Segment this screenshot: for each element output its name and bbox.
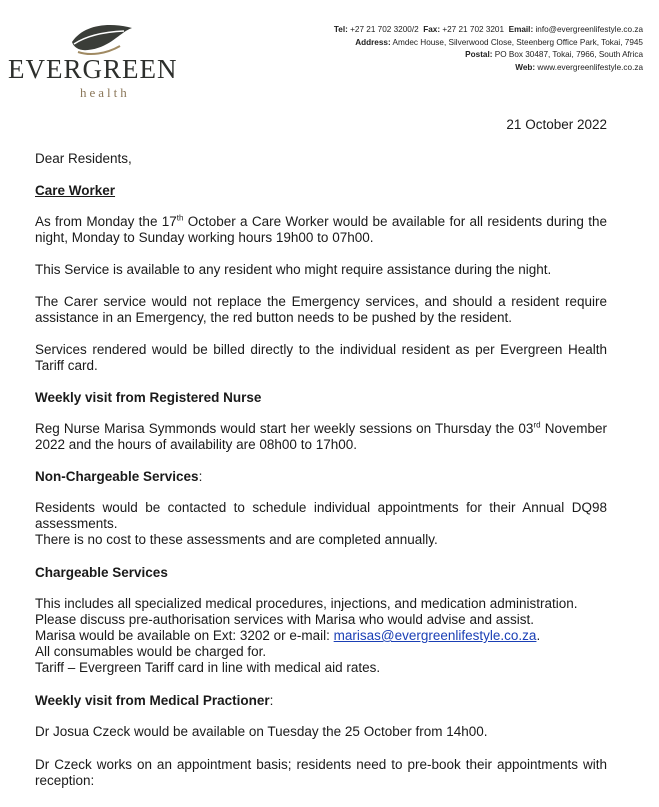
contact-line-postal: Postal: PO Box 30487, Tokai, 7966, South Africa	[465, 50, 643, 59]
care-worker-paragraph-1: As from Monday the 17th October a Care Worker would be available for all residents during the night, Monday to Sunday working hours 19h00 to 07h00.	[35, 213, 607, 245]
postal-text: PO Box 30487, Tokai, 7966, South Africa	[494, 50, 643, 59]
marisa-email-link[interactable]: marisas@evergreenlifestyle.co.za	[333, 628, 537, 643]
nurse-heading: Weekly visit from Registered Nurse	[35, 390, 262, 405]
chargeable-line-1: This includes all specialized medical procedures, injections, and medication administration.	[35, 596, 578, 611]
practitioner-heading: Weekly visit from Medical Practioner:	[35, 693, 274, 708]
contact-line-address: Address: Amdec House, Silverwood Close, Steenberg Office Park, Tokai, 7945	[355, 37, 643, 47]
contact-email: info@evergreenlifestyle.co.za	[535, 25, 643, 34]
evergreen-logo	[8, 18, 178, 100]
practitioner-paragraph-2: Dr Czeck works on an appointment basis; residents need to pre-book their appointments with reception:	[35, 757, 607, 788]
fax-number: +27 21 702 3201	[442, 25, 505, 34]
care-worker-paragraph-2: This Service is available to any resident who might require assistance during the night.	[35, 262, 552, 277]
contact-block	[334, 24, 643, 74]
care-worker-heading: Care Worker	[35, 183, 116, 198]
logo-subtitle: health	[80, 85, 130, 100]
letter-date: 21 October 2022	[506, 117, 607, 132]
leaf-logo-icon	[70, 22, 134, 56]
nurse-paragraph: Reg Nurse Marisa Symmonds would start her weekly sessions on Thursday the 03rd November 2022 and the hours of availability are 08h00 to 17h00.	[35, 420, 607, 452]
non-chargeable-heading: Non-Chargeable Services:	[35, 469, 203, 484]
address-text: Amdec House, Silverwood Close, Steenberg Office Park, Tokai, 7945	[392, 37, 643, 47]
chargeable-line-2: Please discuss pre-authorisation services with Marisa who would advise and assist.	[35, 612, 534, 627]
care-worker-paragraph-3: The Carer service would not replace the Emergency services, and should a resident require assistance in an Emergency, the red button needs to be pushed by the resident.	[35, 294, 607, 325]
practitioner-paragraph-1: Dr Josua Czeck would be available on Tuesday the 25 October from 14h00.	[35, 724, 488, 739]
contact-line-phone: Tel: +27 21 702 3200/2 Fax: +27 21 702 3201 Email: info@evergreenlifestyle.co.za	[333, 25, 643, 34]
web-address: www.evergreenlifestyle.co.za	[537, 62, 643, 72]
chargeable-line-4: All consumables would be charged for.	[35, 644, 267, 659]
salutation: Dear Residents,	[35, 151, 132, 166]
non-chargeable-paragraph-1: Residents would be contacted to schedule individual appointments for their Annual DQ98 assessments.	[35, 500, 607, 531]
care-worker-paragraph-4: Services rendered would be billed directly to the individual resident as per Evergreen Health Tariff card.	[35, 342, 607, 373]
phone-number: +27 21 702 3200/2	[350, 25, 419, 34]
chargeable-heading: Chargeable Services	[35, 565, 168, 580]
chargeable-line-3: Marisa would be available on Ext: 3202 or e-mail: marisas@evergreenlifestyle.co.za.	[35, 628, 541, 643]
contact-line-web: Web: www.evergreenlifestyle.co.za	[515, 62, 643, 72]
chargeable-line-5: Tariff – Evergreen Tariff card in line with medical aid rates.	[35, 660, 381, 675]
non-chargeable-paragraph-2: There is no cost to these assessments and are completed annually.	[35, 532, 438, 547]
logo-wordmark: EVERGREEN	[8, 54, 178, 84]
